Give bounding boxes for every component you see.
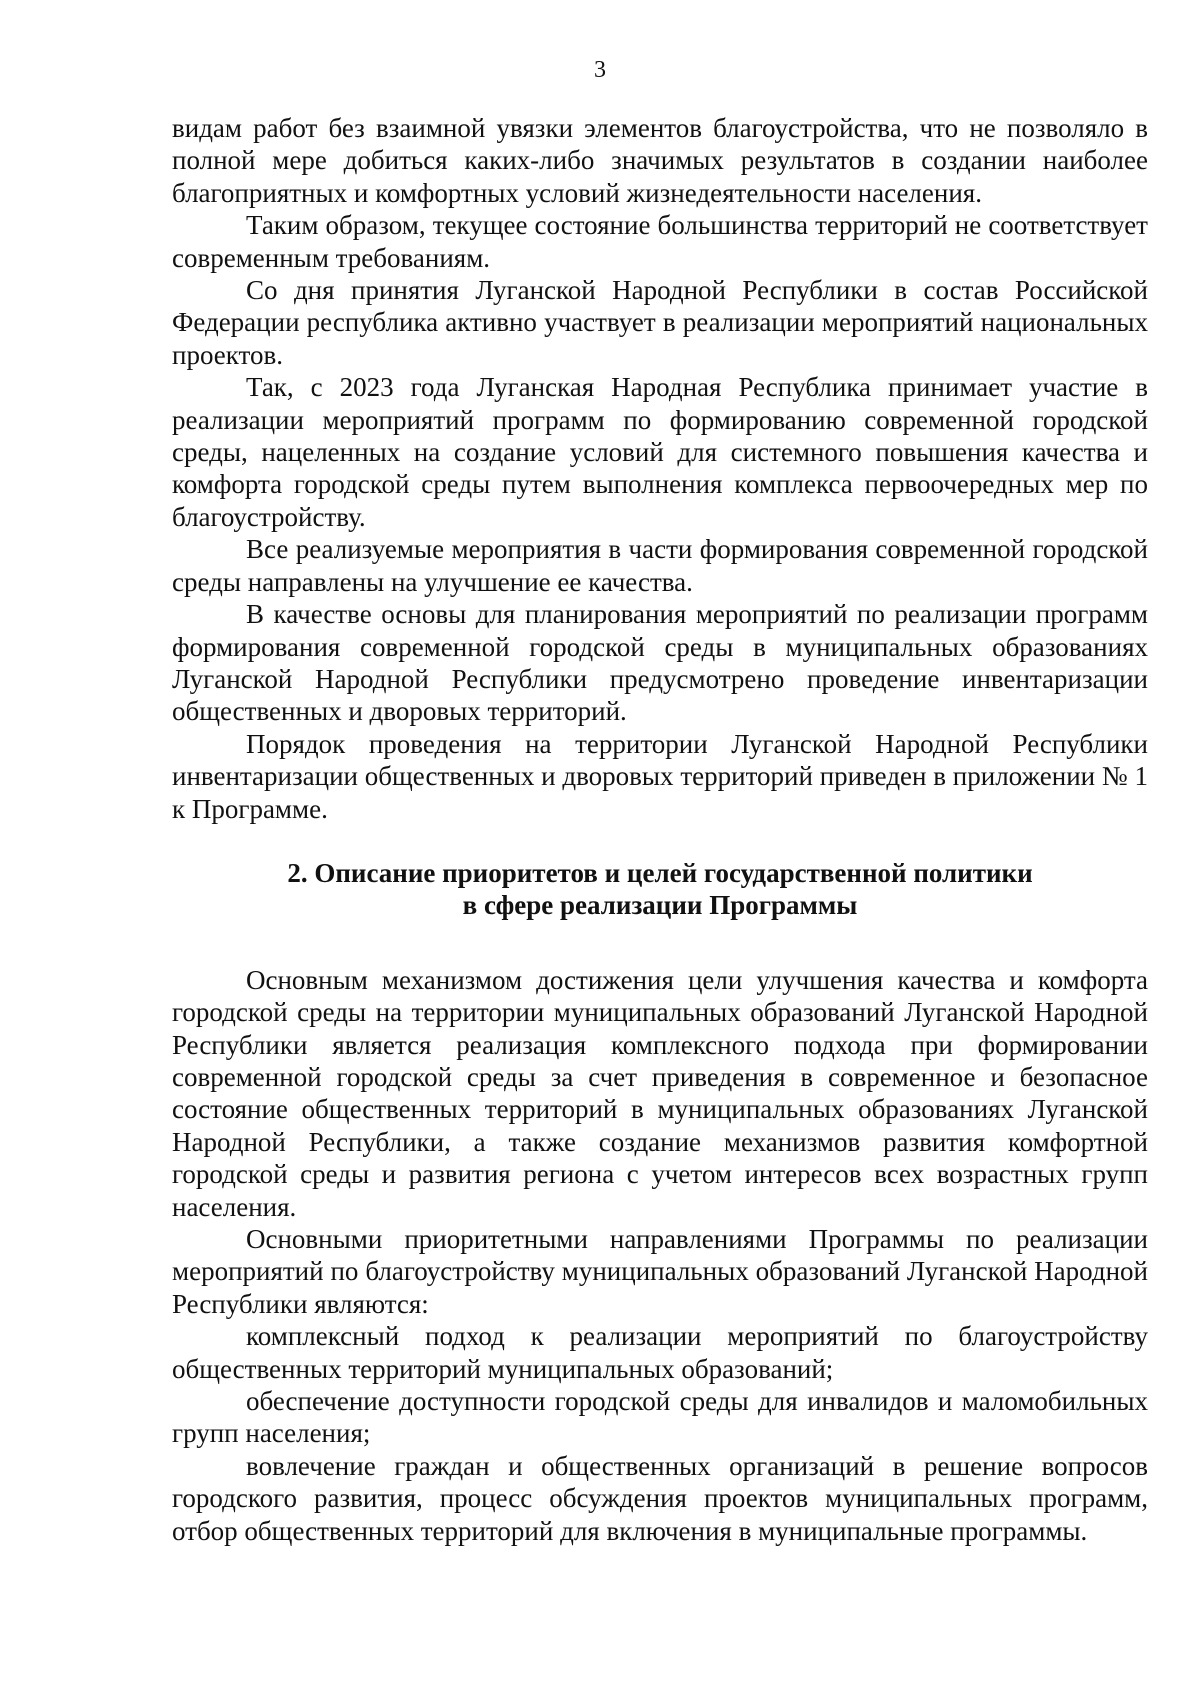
section-heading-line-1: 2. Описание приоритетов и целей государственной политики (287, 857, 1033, 888)
section-heading (172, 857, 1148, 922)
paragraph: Таким образом, текущее состояние большинства территорий не соответствует современным требованиям. (172, 210, 1148, 273)
page-number: 3 (594, 57, 606, 83)
paragraph: Порядок проведения на территории Луганской Народной Республики инвентаризации общественных и дворовых территорий приведен в приложении № 1 к Программе. (172, 728, 1148, 824)
section-heading-line-2: в сфере реализации Программы (462, 890, 858, 921)
paragraph: видам работ без взаимной увязки элементов благоустройства, что не позволяло в полной мере добиться каких-либо значимых результатов в создании наиболее благоприятных и комфортных условий жизнедеятельности населения. (172, 113, 1148, 208)
paragraph: Со дня принятия Луганской Народной Республики в состав Российской Федерации республика активно участвует в реализации мероприятий национальных проектов. (172, 275, 1148, 370)
paragraph: Основными приоритетными направлениями Программы по реализации мероприятий по благоустройству муниципальных образований Луганской Народной Республики являются: (172, 1224, 1148, 1319)
paragraph: Так, с 2023 года Луганская Народная Республика принимает участие в реализации мероприятий программ по формированию современной городской среды, нацеленных на создание условий для системного повышения качества и комфорта городской среды путем выполнения комплекса первоочередных мер по благоустройству. (172, 372, 1148, 532)
document-body (172, 112, 1148, 1547)
paragraph: Основным механизмом достижения цели улучшения качества и комфорта городской среды на территории муниципальных образований Луганской Народной Республики является реализация комплексного подхода при формировании современной городской среды за счет приведения в современное и безопасное состояние общественных территорий в муниципальных образованиях Луганской Народной Республики, а также создание механизмов развития комфортной городской среды и развития региона с учетом интересов всех возрастных групп населения. (172, 964, 1148, 1222)
list-item: обеспечение доступности городской среды для инвалидов и маломобильных групп населения; (172, 1386, 1148, 1449)
paragraph: Все реализуемые мероприятия в части формирования современной городской среды направлены на улучшение ее качества. (172, 534, 1148, 597)
list-item: вовлечение граждан и общественных организаций в решение вопросов городского развития, процесс обсуждения проектов муниципальных программ, отбор общественных территорий для включения в муниципальные программы. (172, 1450, 1148, 1546)
list-item: комплексный подход к реализации мероприятий по благоустройству общественных территорий муниципальных образований; (172, 1321, 1148, 1384)
paragraph: В качестве основы для планирования мероприятий по реализации программ формирования современной городской среды в муниципальных образованиях Луганской Народной Республики предусмотрено проведение инвентаризации общественных и дворовых территорий. (172, 599, 1148, 727)
